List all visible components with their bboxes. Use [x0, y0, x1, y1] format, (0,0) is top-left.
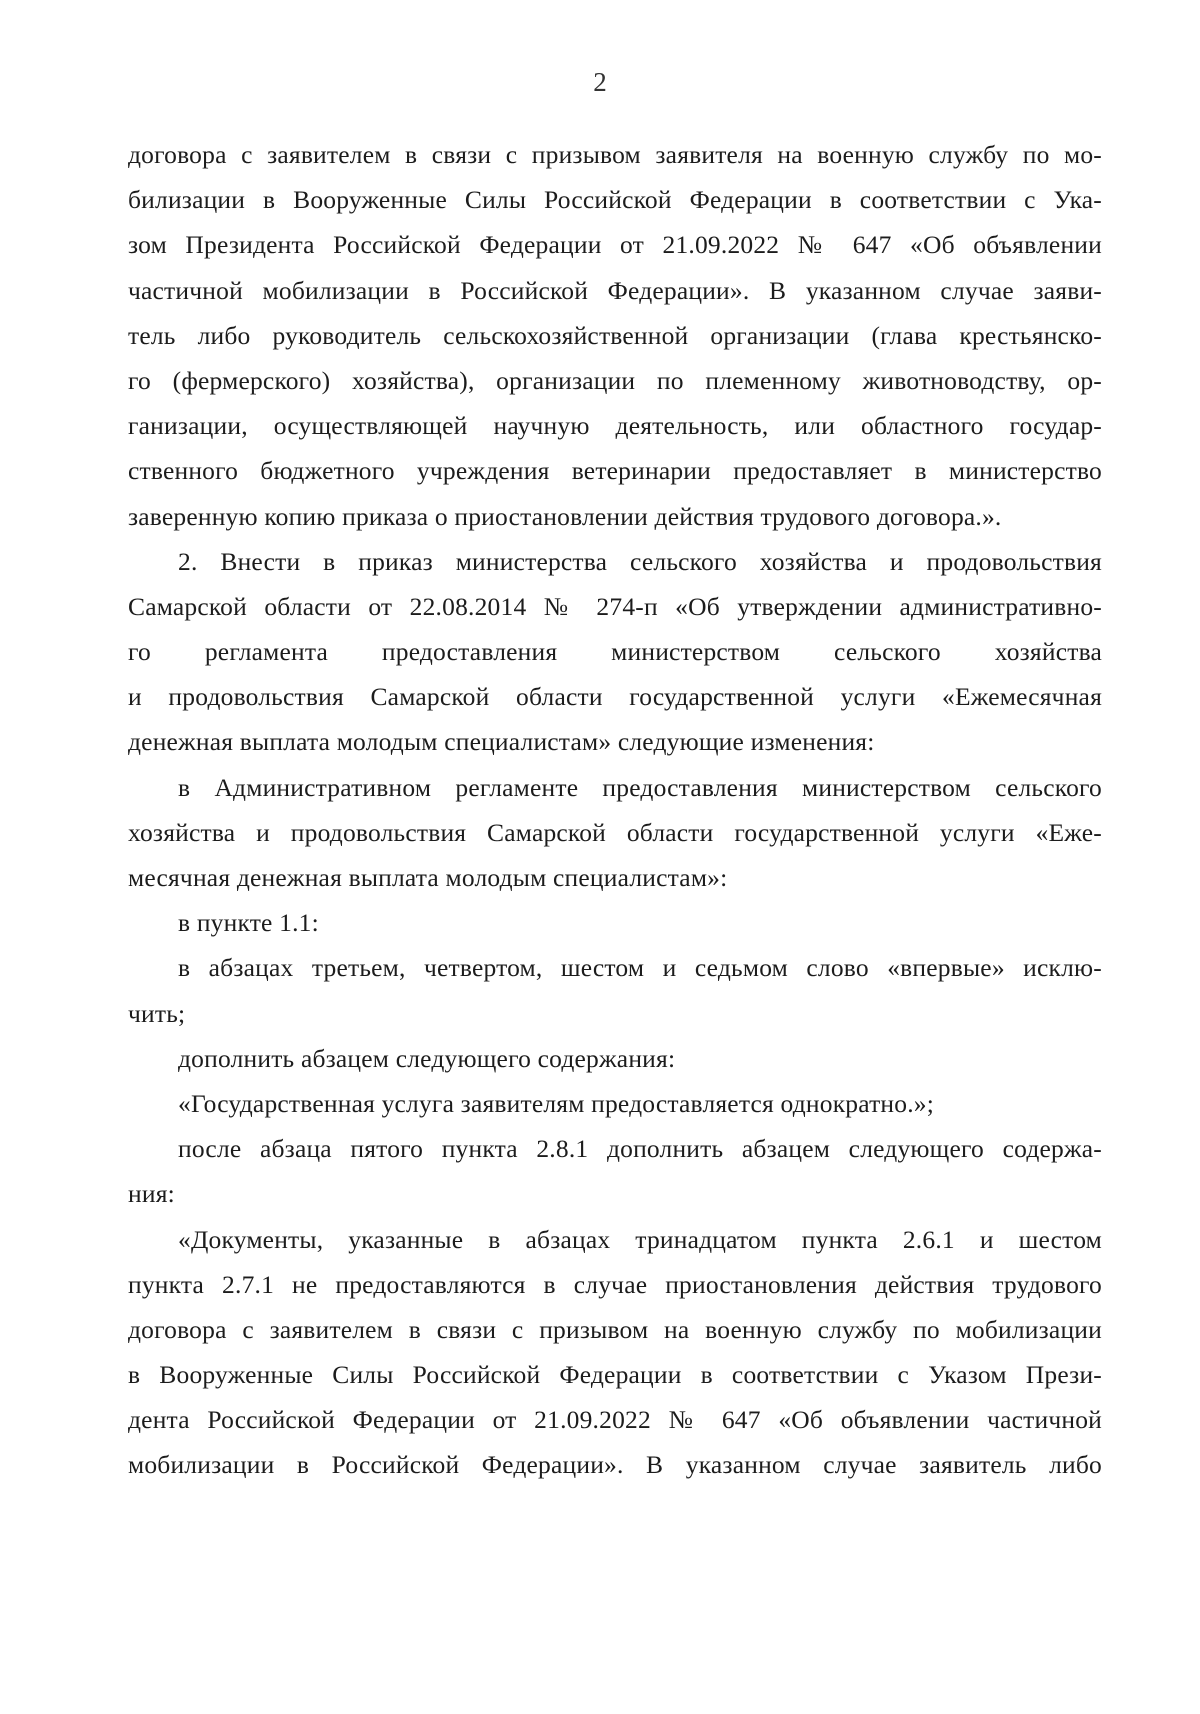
text-line: чить;: [128, 998, 186, 1028]
text-line: месячная денежная выплата молодым специалистам»:: [128, 863, 728, 892]
text-line: ганизации, осуществляющей научную деятельность, или областного государ-: [128, 411, 1102, 441]
text-line: ственного бюджетного учреждения ветеринарии предоставляет в министерство: [128, 456, 1102, 486]
text-line: «Документы, указанные в абзацах тринадцатом пункта 2.6.1 и шестом: [178, 1224, 1102, 1254]
text-line: билизации в Вооруженные Силы Российской Федерации в соответствии с Ука-: [128, 185, 1102, 215]
text-line: и продовольствия Самарской области государственной услуги «Ежемесячная: [128, 682, 1102, 712]
text-line: договора с заявителем в связи с призывом на военную службу по мобилизации: [128, 1314, 1102, 1344]
text-line: хозяйства и продовольствия Самарской области государственной услуги «Еже-: [128, 817, 1102, 847]
text-line: тель либо руководитель сельскохозяйственной организации (глава крестьянско-: [128, 320, 1102, 350]
text-line: го регламента предоставления министерством сельского хозяйства: [128, 637, 1102, 667]
text-line: ния:: [128, 1179, 175, 1209]
text-line: пункта 2.7.1 не предоставляются в случае приостановления действия трудового: [128, 1269, 1102, 1299]
text-line: денежная выплата молодым специалистам» следующие изменения:: [128, 727, 875, 757]
text-line: в Вооруженные Силы Российской Федерации в соответствии с Указом Прези-: [128, 1360, 1102, 1390]
text-line: договора с заявителем в связи с призывом заявителя на военную службу по мо-: [128, 140, 1102, 169]
text-line: частичной мобилизации в Российской Федерации». В указанном случае заяви-: [128, 275, 1102, 305]
text-line: Самарской области от 22.08.2014 № 274-п «Об утверждении административно-: [128, 591, 1102, 621]
page-number: 2: [593, 67, 607, 97]
text-line: в абзацах третьем, четвертом, шестом и седьмом слово «впервые» исклю-: [178, 953, 1102, 983]
document-body: [128, 132, 1102, 1488]
text-line: 2. Внести в приказ министерства сельского хозяйства и продовольствия: [178, 546, 1102, 576]
text-line: го (фермерского) хозяйства), организации по племенному животноводству, ор-: [128, 365, 1102, 395]
text-line: после абзаца пятого пункта 2.8.1 дополнить абзацем следующего содержа-: [178, 1134, 1102, 1164]
text-line: мобилизации в Российской Федерации». В указанном случае заявитель либо: [128, 1450, 1102, 1480]
text-line: дента Российской Федерации от 21.09.2022 № 647 «Об объявлении частичной: [128, 1405, 1102, 1435]
text-line: в пункте 1.1:: [178, 908, 319, 938]
text-line: дополнить абзацем следующего содержания:: [178, 1043, 676, 1073]
text-line: в Административном регламенте предоставления министерством сельского: [178, 772, 1102, 802]
text-line: «Государственная услуга заявителям предоставляется однократно.»;: [178, 1088, 935, 1118]
text-line: заверенную копию приказа о приостановлении действия трудового договора.».: [128, 501, 1002, 531]
text-line: зом Президента Российской Федерации от 21.09.2022 № 647 «Об объявлении: [128, 230, 1102, 260]
